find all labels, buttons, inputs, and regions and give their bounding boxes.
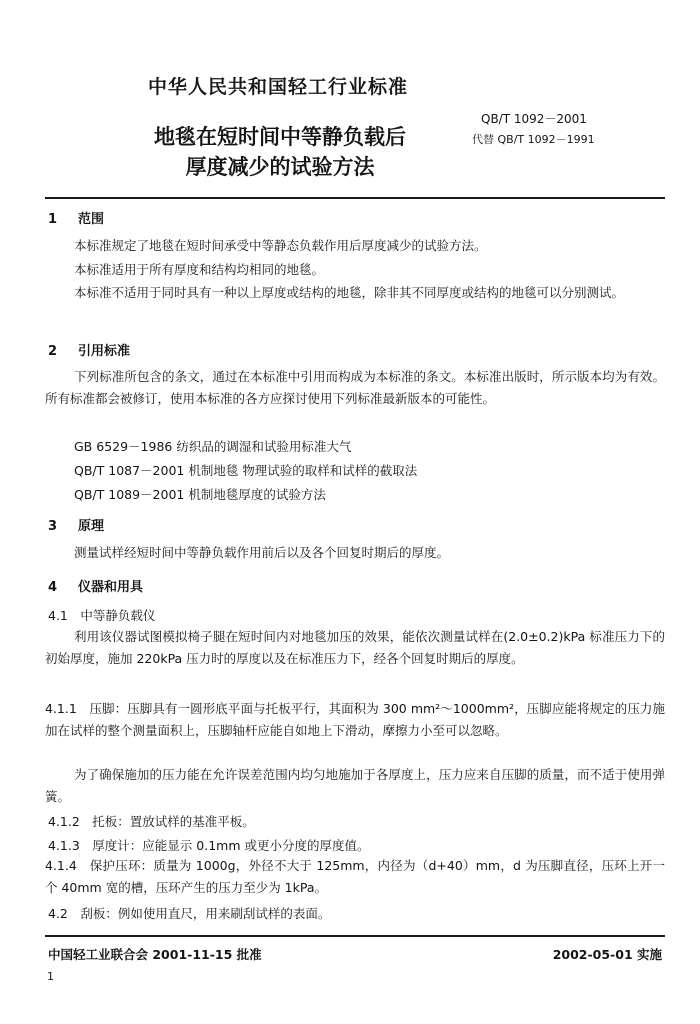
page-number: 1 xyxy=(47,970,54,983)
reference-item: GB 6529－1986 纺织品的调湿和试验用标准大气 xyxy=(74,439,352,454)
paragraph: 4.2 刮板：例如使用直尺，用来刷刮试样的表面。 xyxy=(48,906,331,921)
paragraph: 下列标准所包含的条文，通过在本标准中引用而构成为本标准的条文。本标准出版时，所示版本均为有效。所有标准都会被修订，使用本标准的各方应探讨使用下列标准最新版本的可能性。 xyxy=(45,369,665,406)
section-1-heading xyxy=(48,208,104,227)
section-number: 3 xyxy=(48,519,58,534)
standard-code: QB/T 1092－2001 xyxy=(481,112,587,126)
paragraph: 利用该仪器试图模拟椅子腿在短时间内对地毯加压的效果，能依次测量试样在(2.0±0.2)kPa 标准压力下的初始厚度，施加 220kPa 压力时的厚度以及在标准压力下，经各个回复时期后的厚度。 xyxy=(45,629,665,666)
reference-item: QB/T 1087－2001 机制地毯 物理试验的取样和试样的截取法 xyxy=(74,463,418,478)
section-title: 仪器和用具 xyxy=(78,580,144,595)
paragraph: 4.1.2 托板：置放试样的基准平板。 xyxy=(48,814,255,829)
approval-date: 中国轻工业联合会 2001-11-15 批准 xyxy=(48,947,262,962)
paragraph: 测量试样经短时间中等静负载作用前后以及各个回复时期后的厚度。 xyxy=(74,545,450,560)
paragraph: 为了确保施加的压力能在允许误差范围内均匀地施加于各厚度上，压力应来自压脚的质量，而不适于使用弹簧。 xyxy=(45,767,665,804)
paragraph: 4.1.4 保护压环：质量为 1000g，外径不大于 125mm，内径为（d+40）mm，d 为压脚直径，压环上开一个 40mm 宽的槽，压环产生的压力至少为 1kPa。 xyxy=(45,858,665,895)
paragraph: 4.1.3 厚度计：应能显示 0.1mm 或更小分度的厚度值。 xyxy=(48,838,370,853)
section-number: 4 xyxy=(48,580,58,595)
section-title: 范围 xyxy=(78,212,105,227)
paragraph: 4.1.1 压脚：压脚具有一圆形底平面与托板平行，其面积为 300 mm²～1000mm²，压脚应能将规定的压力施加在试样的整个测量面积上，压脚轴杆应能自如地上下滑动，摩擦力小至可以忽略。 xyxy=(45,701,665,738)
header-divider xyxy=(45,197,665,199)
paragraph: 本标准适用于所有厚度和结构均相同的地毯。 xyxy=(74,262,325,277)
paragraph: 本标准规定了地毯在短时间承受中等静态负载作用后厚度减少的试验方法。 xyxy=(74,238,487,253)
footer-divider xyxy=(45,935,665,937)
section-title: 原理 xyxy=(78,519,105,534)
section-number: 2 xyxy=(48,344,58,359)
section-number: 1 xyxy=(48,212,58,227)
document-title xyxy=(120,122,440,182)
org-title: 中华人民共和国轻工行业标准 xyxy=(148,76,409,98)
replaced-standard: 代替 QB/T 1092－1991 xyxy=(472,133,595,146)
reference-item: QB/T 1089－2001 机制地毯厚度的试验方法 xyxy=(74,487,326,502)
title-line-1: 地毯在短时间中等静负载后 xyxy=(154,125,406,149)
subsection-heading: 4.1 中等静负载仪 xyxy=(48,608,156,623)
paragraph: 本标准不适用于同时具有一种以上厚度或结构的地毯，除非其不同厚度或结构的地毯可以分别测试。 xyxy=(74,285,625,300)
section-title: 引用标准 xyxy=(78,344,131,359)
section-4-heading xyxy=(48,576,143,595)
title-line-2: 厚度减少的试验方法 xyxy=(185,155,375,179)
section-3-heading xyxy=(48,515,104,534)
section-2-heading xyxy=(48,340,130,359)
implementation-date: 2002-05-01 实施 xyxy=(552,947,662,962)
